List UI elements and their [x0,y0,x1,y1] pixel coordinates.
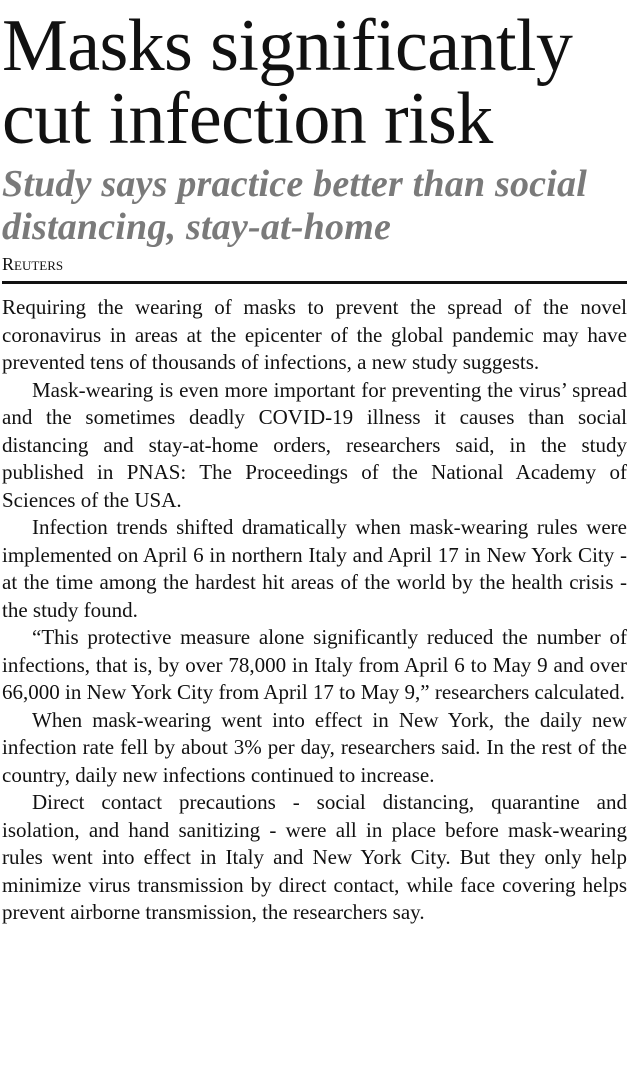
subheadline: Study says practice better than social distancing, stay-at-home [2,163,587,248]
paragraph: Mask-wearing is even more important for preventing the virus’ spread and the sometimes deadly COVID-19 illness it causes than social distancing and stay-at-home orders, researchers said, in the study published in PNAS: The Proceedings of the National Academy of Sciences of the USA. [2,377,627,512]
paragraph: When mask-wearing went into effect in New York, the daily new infection rate fell by about 3% per day, researchers said. In the rest of the country, daily new infections continued to increase. [2,707,627,787]
headline: Masks significantly cut infection risk [2,5,573,160]
paragraph: “This protective measure alone significantly reduced the number of infections, that is, by over 78,000 in Italy from April 6 to May 9 and over 66,000 in New York City from April 17 to May 9,” researchers calculated. [2,625,627,705]
news-article [0,5,629,927]
article-body [2,294,627,927]
paragraph: Infection trends shifted dramatically when mask-wearing rules were implemented on April 6 in northern Italy and April 17 in New York City - at the time among the hardest hit areas of the world by the health crisis - the study found. [2,515,627,622]
paragraph: Direct contact precautions - social distancing, quarantine and isolation, and hand sanitizing - were all in place before mask-wearing rules went into effect in Italy and New York City. But they only help minimize virus transmission by direct contact, while face covering helps prevent airborne transmission, the researchers say. [2,790,627,925]
divider-rule [2,281,627,284]
paragraph: Requiring the wearing of masks to prevent the spread of the novel coronavirus in areas at the epicenter of the global pandemic may have prevented tens of thousands of infections, a new study suggests. [2,295,627,375]
byline: Reuters [2,254,64,275]
